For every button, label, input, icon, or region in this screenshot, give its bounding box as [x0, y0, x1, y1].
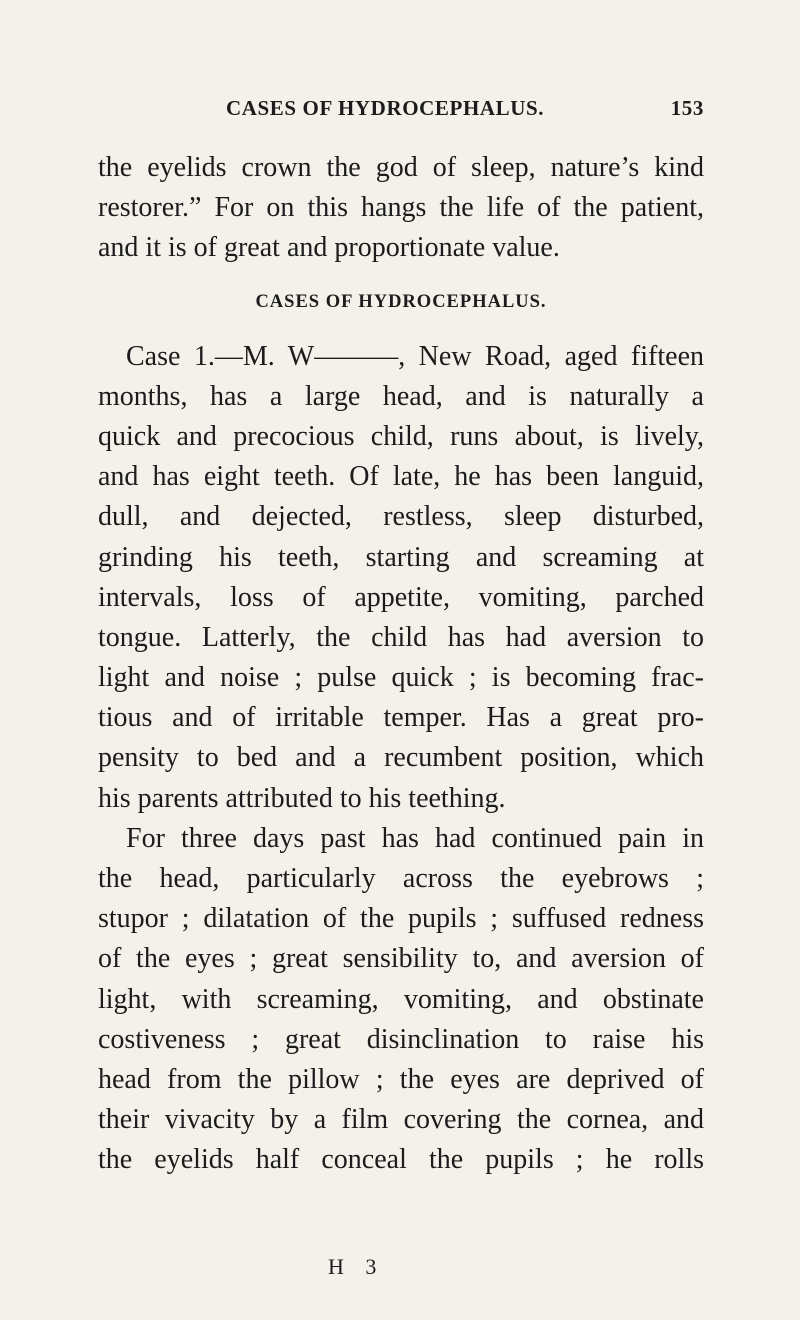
signature-mark: H 3: [328, 1254, 385, 1279]
text-line: quick and precocious child, runs about, is lively,: [98, 420, 704, 452]
text-line: of the eyes ; great sensibility to, and aversion of: [98, 943, 704, 975]
text-line: the eyelids crown the god of sleep, nature’s kind: [98, 152, 704, 183]
text-line: and has eight teeth. Of late, he has been languid,: [98, 461, 704, 493]
text-line: For three days past has had continued pain in: [126, 822, 704, 854]
text-line: months, has a large head, and is naturally a: [98, 380, 704, 412]
running-title: CASES OF HYDROCEPHALUS.: [226, 96, 545, 120]
text-line: tongue. Latterly, the child has had aversion to: [98, 621, 704, 653]
text-line: stupor ; dilatation of the pupils ; suffused redness: [98, 903, 704, 935]
text-line: dull, and dejected, restless, sleep disturbed,: [98, 501, 704, 533]
text-line: his parents attributed to his teething.: [98, 782, 506, 814]
text-line: pensity to bed and a recumbent position, which: [98, 742, 704, 774]
text-line: intervals, loss of appetite, vomiting, parched: [98, 581, 704, 613]
text-line: and it is of great and proportionate value.: [98, 232, 560, 264]
running-head: [226, 88, 704, 128]
text-line: the eyelids half conceal the pupils ; he rolls: [98, 1144, 704, 1176]
body-text: [98, 148, 704, 1308]
text-line: Case 1.—M. W———, New Road, aged fifteen: [126, 340, 704, 372]
text-line: light, with screaming, vomiting, and obstinate: [98, 983, 704, 1015]
text-line: their vivacity by a film covering the cornea, and: [98, 1104, 704, 1136]
text-line: head from the pillow ; the eyes are deprived of: [98, 1063, 704, 1095]
text-line: grinding his teeth, starting and screaming at: [98, 541, 704, 573]
text-line: the head, particularly across the eyebrows ;: [98, 863, 704, 894]
text-line: light and noise ; pulse quick ; is becoming frac-: [98, 662, 704, 694]
text-line: costiveness ; great disinclination to raise his: [98, 1023, 704, 1055]
page-number: 153: [670, 96, 704, 120]
text-line: restorer.” For on this hangs the life of the patient,: [98, 192, 704, 224]
text-line: tious and of irritable temper. Has a great pro-: [98, 702, 704, 734]
section-heading: CASES OF HYDROCEPHALUS.: [255, 291, 547, 312]
